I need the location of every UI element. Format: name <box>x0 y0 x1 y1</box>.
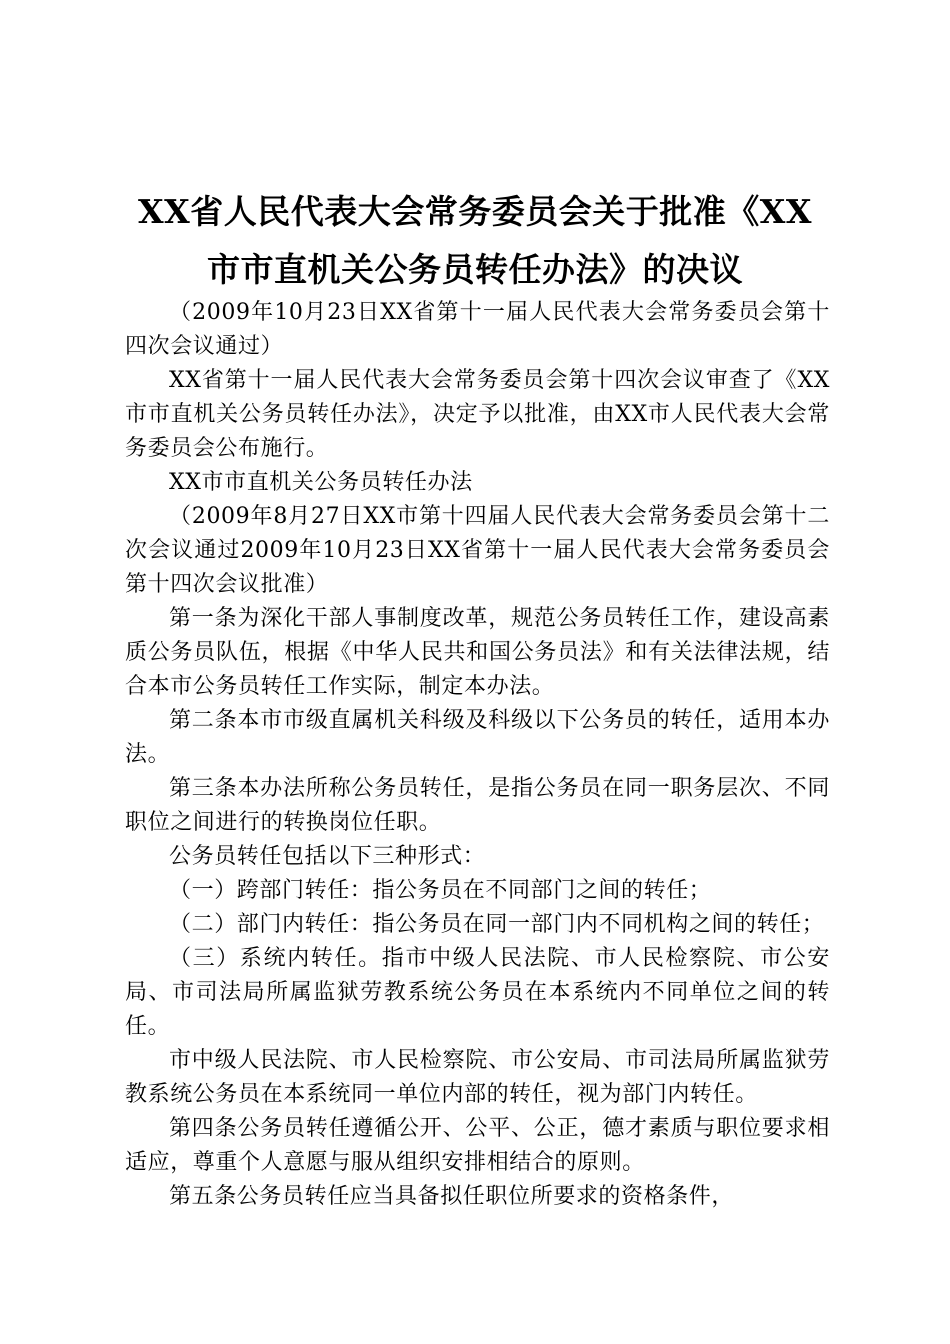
document-body <box>125 296 830 1214</box>
paragraph-decision: XX省第十一届人民代表大会常务委员会第十四次会议审查了《XX市市直机关公务员转任办法》，决定予以批准，由XX市人民代表大会常务委员会公布施行。 <box>125 368 830 461</box>
document-title-line-1: XX省人民代表大会常务委员会关于批准《XX <box>138 192 812 231</box>
paragraph-article-2: 第二条本市市级直属机关科级及科级以下公务员的转任，适用本办法。 <box>125 708 830 767</box>
paragraph-article-4: 第四条公务员转任遵循公开、公平、公正，德才素质与职位要求相适应，尊重个人意愿与服从组织安排相结合的原则。 <box>125 1116 830 1175</box>
document-title-line-2: 市市直机关公务员转任办法》的决议 <box>207 250 743 289</box>
paragraph-adoption-note: （2009年10月23日XX省第十一届人民代表大会常务委员会第十四次会议通过） <box>125 300 830 359</box>
paragraph-form-3: （三）系统内转任。指市中级人民法院、市人民检察院、市公安局、市司法局所属监狱劳教系统公务员在本系统内不同单位之间的转任。 <box>125 946 830 1039</box>
paragraph-form-1: （一）跨部门转任：指公务员在不同部门之间的转任； <box>169 878 712 903</box>
paragraph-form-2: （二）部门内转任：指公务员在同一部门内不同机构之间的转任； <box>169 912 825 937</box>
paragraph-measures-title: XX市市直机关公务员转任办法 <box>169 470 473 495</box>
paragraph-forms-intro: 公务员转任包括以下三种形式： <box>169 844 486 869</box>
paragraph-system-note: 市中级人民法院、市人民检察院、市公安局、市司法局所属监狱劳教系统公务员在本系统同一单位内部的转任，视为部门内转任。 <box>125 1048 830 1107</box>
paragraph-article-3: 第三条本办法所称公务员转任，是指公务员在同一职务层次、不同职位之间进行的转换岗位任职。 <box>125 776 830 835</box>
paragraph-measures-note: （2009年8月27日XX市第十四届人民代表大会常务委员会第十二次会议通过2009年10月23日XX省第十一届人民代表大会常务委员会第十四次会议批准） <box>125 504 830 597</box>
paragraph-article-1: 第一条为深化干部人事制度改革，规范公务员转任工作，建设高素质公务员队伍，根据《中华人民共和国公务员法》和有关法律法规，结合本市公务员转任工作实际，制定本办法。 <box>125 606 830 699</box>
paragraph-article-5: 第五条公务员转任应当具备拟任职位所要求的资格条件， <box>169 1184 735 1209</box>
